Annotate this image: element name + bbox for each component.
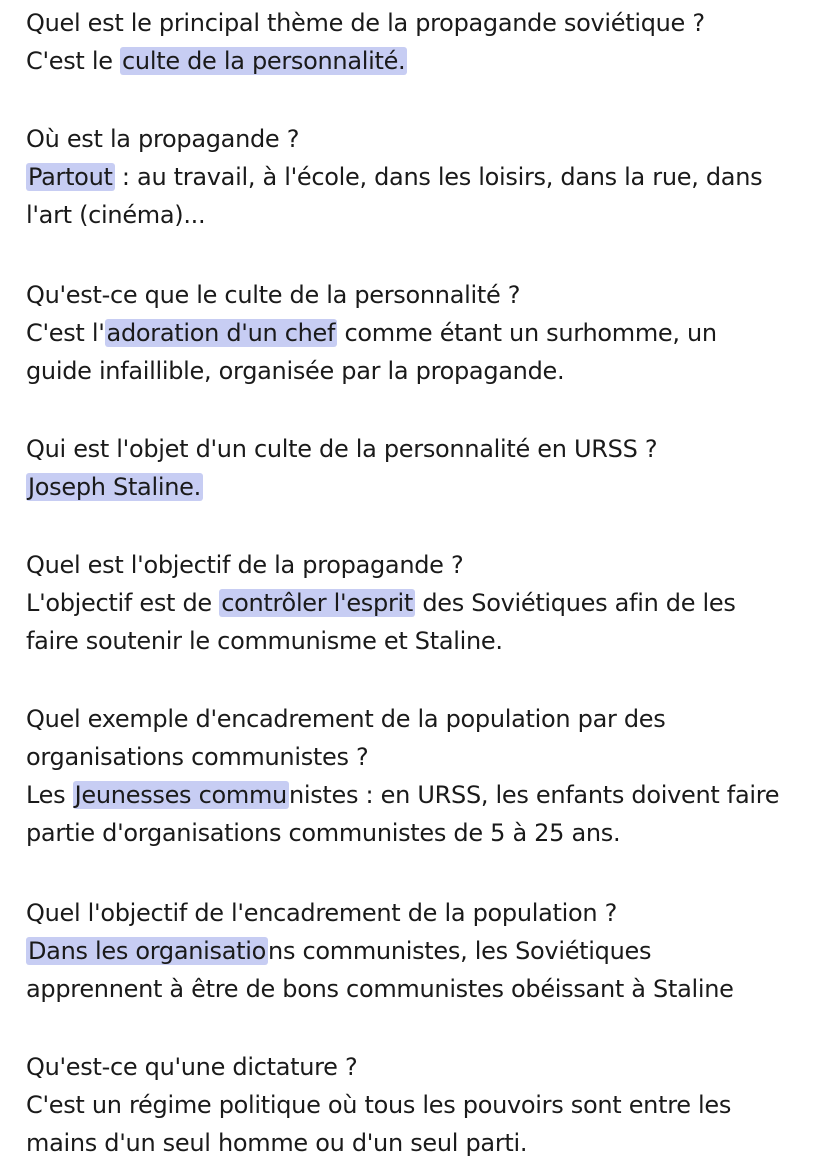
qa-block-6 bbox=[26, 700, 806, 852]
answer-text: faire soutenir le communisme et Staline. bbox=[26, 627, 503, 655]
question-line bbox=[26, 430, 806, 468]
highlighted-text: adoration d'un chef bbox=[106, 319, 336, 347]
answer-text: mains d'un seul homme ou d'un seul parti. bbox=[26, 1129, 528, 1157]
highlighted-text: Partout bbox=[28, 163, 113, 191]
qa-block-5 bbox=[26, 546, 806, 660]
qa-block-8 bbox=[26, 1048, 806, 1162]
answer-text: : au travail, à l'école, dans les loisirs, dans la rue, dans bbox=[114, 163, 763, 191]
answer-text: l'art (cinéma)... bbox=[26, 201, 206, 229]
answer-text: C'est l' bbox=[26, 319, 105, 347]
highlighted-text: Joseph Staline. bbox=[28, 473, 201, 501]
qa-block-3 bbox=[26, 276, 806, 390]
answer-text: C'est un régime politique où tous les pouvoirs sont entre les bbox=[26, 1091, 732, 1119]
question-text: Quel est l'objectif de la propagande ? bbox=[26, 551, 464, 579]
highlighted-text: Dans les organisatio bbox=[28, 937, 267, 965]
answer-line bbox=[26, 776, 806, 814]
question-line bbox=[26, 276, 806, 314]
qa-block-1 bbox=[26, 4, 806, 80]
answer-line bbox=[26, 1086, 806, 1124]
answer-line bbox=[26, 814, 806, 852]
answer-text: des Soviétiques afin de les bbox=[415, 589, 736, 617]
answer-line bbox=[26, 584, 806, 622]
answer-line bbox=[26, 196, 806, 234]
answer-text: guide infaillible, organisée par la propagande. bbox=[26, 357, 565, 385]
qa-block-4 bbox=[26, 430, 806, 506]
question-line bbox=[26, 894, 806, 932]
answer-line bbox=[26, 1124, 806, 1162]
highlighted-text: culte de la personnalité. bbox=[122, 47, 406, 75]
answer-text: L'objectif est de bbox=[26, 589, 220, 617]
question-text: Quel l'objectif de l'encadrement de la population ? bbox=[26, 899, 618, 927]
answer-text: apprennent à être de bons communistes obéissant à Staline bbox=[26, 975, 734, 1003]
highlighted-text: Jeunesses commu bbox=[74, 781, 287, 809]
answer-line bbox=[26, 468, 806, 506]
answer-text: partie d'organisations communistes de 5 à 25 ans. bbox=[26, 819, 621, 847]
qa-block-2 bbox=[26, 120, 806, 234]
answer-line bbox=[26, 314, 806, 352]
answer-text: nistes : en URSS, les enfants doivent faire bbox=[288, 781, 780, 809]
answer-line bbox=[26, 622, 806, 660]
question-line bbox=[26, 546, 806, 584]
answer-line bbox=[26, 158, 806, 196]
answer-line bbox=[26, 352, 806, 390]
question-text: Quel exemple d'encadrement de la population par des bbox=[26, 705, 666, 733]
question-text: Où est la propagande ? bbox=[26, 125, 300, 153]
question-text: Quel est le principal thème de la propagande soviétique ? bbox=[26, 9, 705, 37]
question-line bbox=[26, 4, 806, 42]
answer-text: comme étant un surhomme, un bbox=[337, 319, 717, 347]
question-text: organisations communistes ? bbox=[26, 743, 369, 771]
answer-line bbox=[26, 932, 806, 970]
answer-line bbox=[26, 42, 806, 80]
answer-text: Les bbox=[26, 781, 73, 809]
question-text: Qu'est-ce que le culte de la personnalité ? bbox=[26, 281, 521, 309]
question-line bbox=[26, 700, 806, 738]
question-line bbox=[26, 120, 806, 158]
question-text: Qu'est-ce qu'une dictature ? bbox=[26, 1053, 358, 1081]
highlighted-text: contrôler l'esprit bbox=[221, 589, 413, 617]
answer-text: ns communistes, les Soviétiques bbox=[268, 937, 652, 965]
qa-block-7 bbox=[26, 894, 806, 1008]
question-line bbox=[26, 1048, 806, 1086]
question-text: Qui est l'objet d'un culte de la personnalité en URSS ? bbox=[26, 435, 658, 463]
question-line bbox=[26, 738, 806, 776]
answer-text: C'est le bbox=[26, 47, 121, 75]
answer-line bbox=[26, 970, 806, 1008]
